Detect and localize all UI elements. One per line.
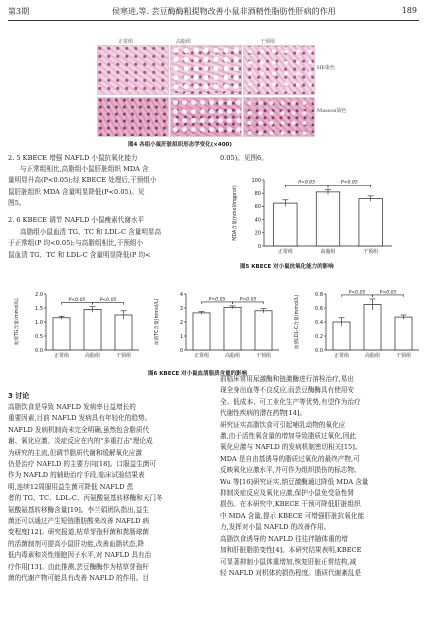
text-line: 菌的代谢产物可能具有改善 NAFLD 的作用。目: [8, 574, 150, 583]
bar: [364, 305, 381, 351]
fig5-chart: [228, 170, 398, 262]
text-line: 明,连续12周服用益生菌可降低 NAFLD 患: [8, 482, 134, 491]
significance-label: P<0.05: [99, 298, 117, 304]
text-line: 氨酸氨基转移酶含量[19]。李兰娟团队指出,益生: [8, 505, 149, 514]
micrograph-masson-normal: [97, 97, 169, 137]
y-tick-label: 1.5: [35, 305, 43, 312]
bar: [274, 203, 297, 246]
x-tick-label: 干预组: [395, 353, 412, 359]
y-tick-label: 0.0: [35, 347, 43, 354]
text-line: 与正常组相比,高脂组小鼠肝脏组织 MDA 含: [20, 165, 149, 173]
y-tick-label: 2.0: [35, 291, 43, 298]
fig6b-chart: [150, 284, 285, 366]
significance-label: P<0.05: [379, 290, 397, 296]
section-2-5-heading: 2. 5 KBECE 增强 NAFLD 小鼠抗氧化能力: [8, 154, 138, 162]
y-tick-label: 0: [257, 243, 261, 250]
text-line: 中 MDA 含量,提示 KBECE 可增强肝脏抗氧化能: [220, 511, 365, 520]
x-tick-label: 正常组: [53, 353, 70, 359]
text-line: 代谢性疾病的潜在药物[14]。: [220, 409, 307, 418]
text-line: 低内毒素和炎性细胞因子水平,对 NAFLD 具有治: [8, 551, 152, 560]
text-line: 高脂组小鼠血清 TG、TC 和 LDL-C 含量明显高: [20, 228, 162, 236]
y-axis-label: 血清TC含量(mmol/L): [155, 298, 160, 346]
fig6a-chart: [10, 284, 145, 366]
fig4-col-normal: 正常组: [118, 39, 134, 45]
text-line: 菌还可以通过产生短链脂肪酸来改善 NAFLD 病: [8, 517, 150, 526]
significance-label: P<0.05: [340, 180, 358, 186]
y-tick-label: 0: [179, 347, 183, 354]
page-number: 189: [401, 6, 417, 15]
running-title: 侯寒进,等. 芸豆酶酶粗提物改善小鼠非酒精性脂肪性肝病的作用: [112, 7, 336, 16]
text-line: 的活菌制剂可提高小鼠肝功能,改善血脂状态,降: [8, 539, 145, 548]
text-line: 鼠血清 TG、TC 和 LDL-C 含量明显降低(P 均<: [8, 250, 151, 259]
discussion-heading: 3 讨论: [8, 392, 30, 400]
bar: [316, 192, 339, 246]
text-line: 于正常组(P 均<0.05);与高脂组相比,干预组小: [8, 239, 144, 248]
fig4-col-intervention: 干预组: [260, 39, 276, 45]
text-line: 高脂饮食是导致 NAFLD 发病率日益增长的: [8, 403, 136, 411]
text-line: 仍是治疗 NAFLD 的主要方向[18]。口服益生菌可: [8, 460, 156, 469]
y-tick-label: 1: [179, 333, 183, 340]
micrograph-he-intervention: [243, 45, 315, 95]
x-tick-label: 高脂组: [364, 353, 381, 359]
bar: [395, 317, 412, 350]
bar: [224, 307, 241, 350]
fig4-caption: 图4 各组小鼠肝脏组织形态学变化(×400): [128, 142, 232, 148]
text-line: 反映氧化应激水平,并可作为组织损伤的标志物。: [220, 466, 361, 475]
text-line: Wu 等[16]研究证实,纳豆激酶通过降低 MDA 含量: [220, 477, 369, 486]
y-tick-label: 0.6: [315, 305, 323, 312]
y-tick-label: 20: [254, 230, 261, 237]
micrograph-he-highfat: [170, 45, 242, 95]
discussion-left-column: [8, 402, 211, 585]
x-tick-label: 高脂组: [320, 249, 336, 255]
y-tick-label: 40: [254, 217, 261, 224]
fig6-caption: 图6 KBECE 对小鼠血清脂质含量的影响: [148, 371, 248, 377]
text-line: 谢、氧化应激、炎症反应在内的"多重打击"理论成: [8, 437, 153, 446]
y-axis-label: 血清LDL-C含量(mmol/L): [295, 294, 300, 350]
text-line: 作为 NAFLD 的辅助治疗手段,临床试验结果表: [8, 471, 145, 480]
bar: [359, 198, 382, 246]
right-continuation-text: 0.05)。见图6。: [220, 154, 268, 162]
y-tick-label: 3: [179, 305, 183, 312]
micrograph-masson-highfat: [170, 97, 242, 137]
section-2-6-paragraph: [8, 227, 208, 261]
text-line: 量明显升高(P<0.05);经 KBECE 处理后,干预组小: [8, 176, 157, 185]
text-line: 可显著抑制小鼠体重增加,恢复肝脏正常结构,减: [220, 557, 357, 566]
issue-label: 第3期: [8, 7, 30, 16]
stain-he-label: HE染色: [317, 65, 336, 71]
text-line: 变程度[12]。研究报道,枯草芽孢杆菌和粪肠球菌: [8, 528, 149, 537]
x-tick-label: 正常组: [333, 353, 350, 359]
fig6b-svg: [150, 284, 285, 366]
y-tick-label: 60: [254, 204, 261, 211]
y-tick-label: 80: [254, 191, 261, 197]
header-rule: [8, 20, 419, 21]
text-line: 损伤。在本研究中,KBECE 干预可降低肝脏组织: [220, 500, 361, 509]
text-line: 疗作用[13]。由此推测,芸豆酶酶作为枯草芽孢杆: [8, 562, 149, 571]
discussion-right-column: [220, 374, 423, 579]
y-tick-label: 0.0: [315, 347, 323, 354]
bar: [255, 311, 272, 350]
y-axis-label: MDA含量(nmol/mgprot): [233, 185, 238, 241]
micrograph-masson-intervention: [243, 97, 315, 137]
fig5-svg: [228, 170, 398, 262]
x-tick-label: 干预组: [363, 249, 379, 255]
text-line: 鼠肝脏组织 MDA 含量明显降低(P<0.05)。见: [8, 187, 145, 196]
text-line: 抑制炎症反应及氧化应激,保护小鼠免受急性肾: [220, 489, 354, 498]
x-tick-label: 干预组: [255, 353, 272, 359]
text-line: 氧化应激与 NAFLD 的发病机制密切相关[15]。: [220, 443, 362, 452]
micrograph-he-normal: [97, 45, 169, 95]
significance-label: P<0.05: [68, 298, 86, 304]
bar: [84, 309, 101, 350]
section-2-6-heading: 2. 6 KBECE 调节 NAFLD 小鼠瘦素代谢水平: [8, 216, 145, 224]
text-line: 前临床常用尿激酶和链激酶进行溶栓治疗,易出: [220, 375, 354, 383]
y-tick-label: 1.0: [35, 319, 43, 326]
bar: [53, 318, 70, 350]
text-line: 者的 TG、TC、LDL-C、丙氨酸氨基转移酶和天门冬: [8, 494, 163, 503]
section-2-5-paragraph: [8, 164, 208, 210]
text-line: 加和肝脏脂肪变性[4]。本研究结果表明,KBECE: [220, 546, 362, 555]
bar: [193, 313, 210, 350]
text-line: 研究证实高脂饮食可引起哺乳动物的氧化应: [220, 420, 346, 429]
fig5-caption: 图5 KBECE 对小鼠抗氧化能力的影响: [240, 264, 334, 270]
text-line: 全、低成本、可工业化生产等优势,有望作为治疗: [220, 397, 361, 406]
fig4-col-highfat: 高脂组: [176, 39, 192, 45]
y-axis-label: 血清TG含量(mmol/L): [15, 298, 20, 346]
x-tick-label: 正常组: [193, 353, 210, 359]
significance-label: P<0.05: [239, 297, 257, 303]
x-tick-label: 正常组: [277, 249, 293, 255]
text-line: 图5。: [8, 199, 26, 208]
fig6c-svg: [290, 284, 425, 366]
y-tick-label: 0.5: [35, 333, 43, 340]
text-line: 为研究的主流,但调节脂质代谢和缓解氧化应激: [8, 448, 142, 457]
text-line: 激,由于活性氧含量的增加导致脂质过氧化,因此: [220, 432, 357, 441]
text-line: 轻 NAFLD 对机体的损伤程度。脂质代谢紊乱是: [220, 568, 362, 577]
y-tick-label: 2: [179, 319, 183, 326]
fig6c-chart: [290, 284, 425, 366]
stain-masson-label: Masson染色: [317, 108, 347, 114]
significance-label: P<0.05: [348, 290, 366, 296]
text-line: MDA 是自由基诱导的脂质过氧化的最终产物,可: [220, 454, 360, 463]
y-tick-label: 0.8: [315, 291, 323, 298]
x-tick-label: 干预组: [115, 353, 132, 359]
text-line: 重要因素,目前 NAFLD 发病具有年轻化的趋势。: [8, 414, 152, 423]
bar: [333, 322, 350, 350]
text-line: 力,发挥对小鼠 NAFLD 的改善作用。: [220, 523, 331, 532]
text-line: 现全身出血等不良反应,而芸豆酶酶具有使用安: [220, 386, 354, 395]
text-line: NAFLD 发病机制尚未完全明确,虽然包含脂质代: [8, 425, 150, 434]
x-tick-label: 高脂组: [224, 353, 241, 359]
y-tick-label: 4: [179, 291, 183, 298]
bar: [115, 315, 132, 350]
y-tick-label: 100: [251, 177, 261, 184]
y-tick-label: 0.4: [315, 319, 323, 326]
x-tick-label: 高脂组: [84, 353, 101, 359]
significance-label: P<0.05: [298, 180, 316, 186]
text-line: 高脂饮食诱导的 NAFLD 往往伴随体重的增: [220, 534, 348, 543]
significance-label: P<0.05: [208, 297, 226, 303]
fig6a-svg: [10, 284, 145, 366]
y-tick-label: 0.2: [315, 333, 323, 340]
